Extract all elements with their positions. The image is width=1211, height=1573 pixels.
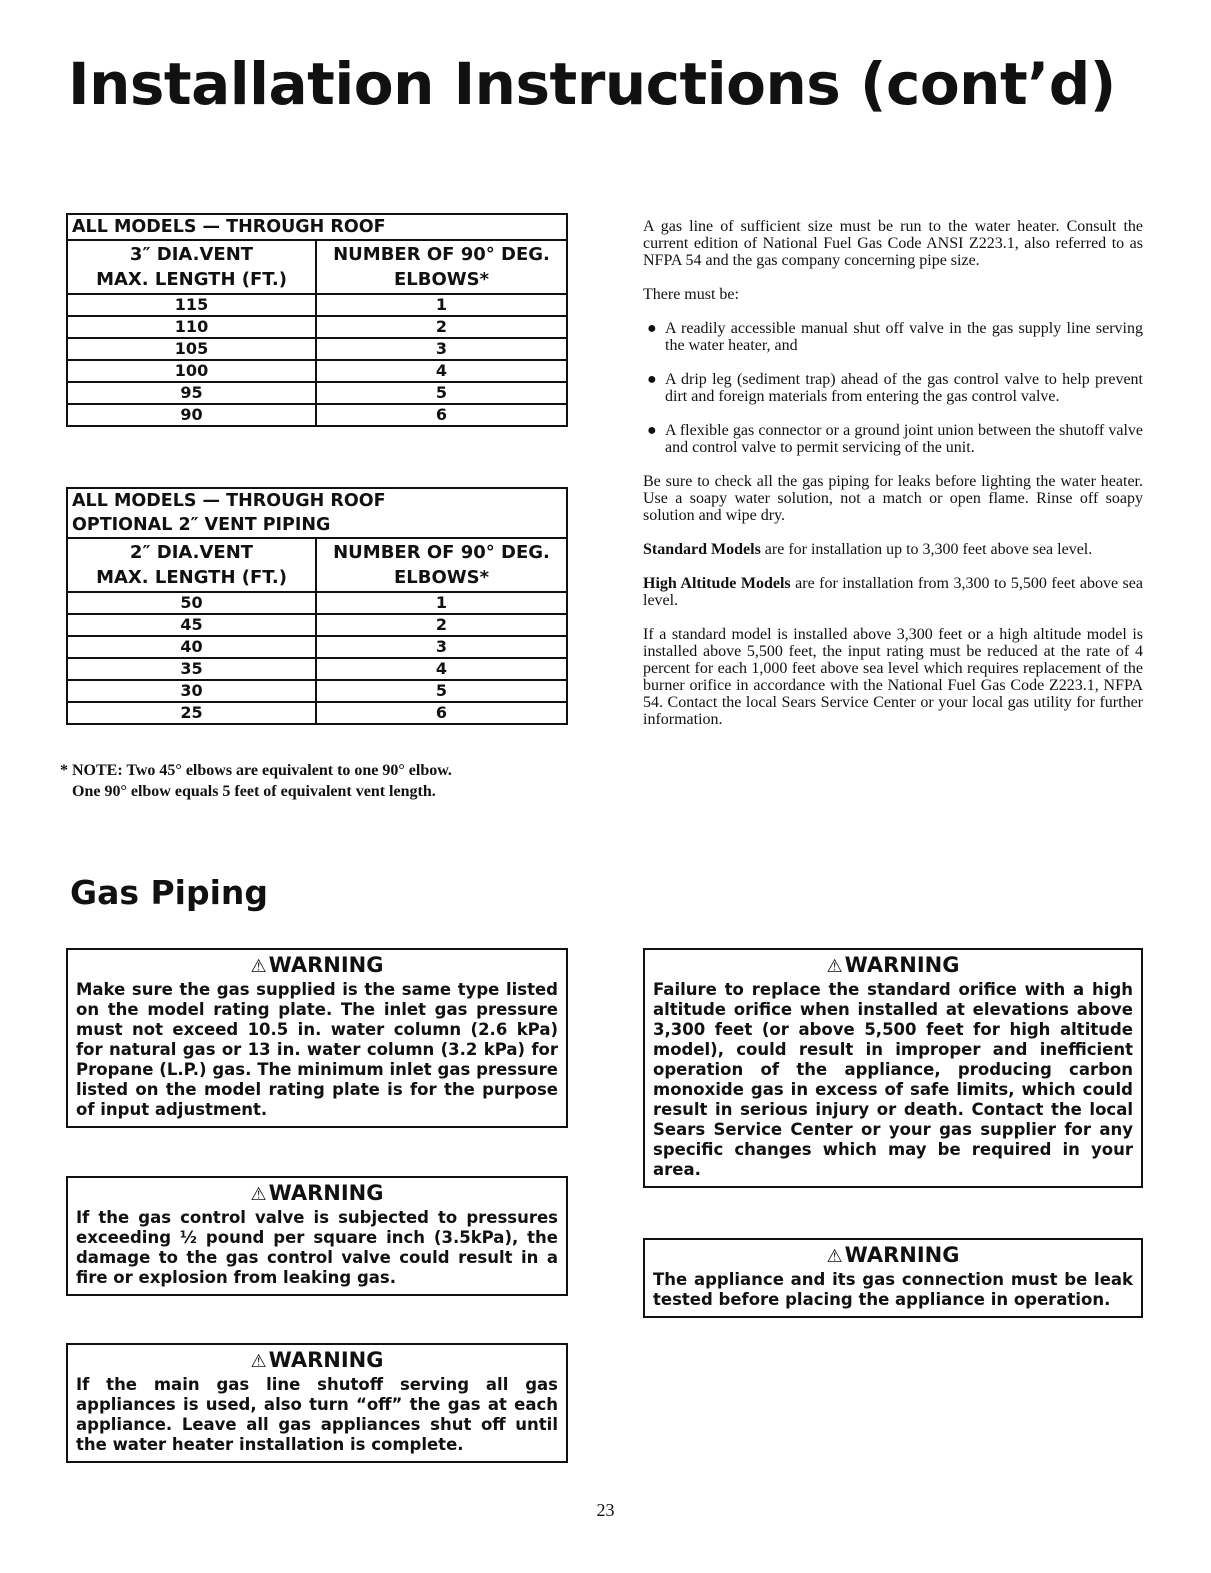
table-cell: 25 — [68, 703, 317, 723]
column-header-elbows: NUMBER OF 90° DEG. ELBOWS* — [333, 244, 550, 290]
paragraph: A gas line of sufficient size must be run to the water heater. Consult the current edition of National Fuel Gas Code ANSI Z223.1, also referred to as NFPA 54 and the gas company concerning pipe size. — [643, 218, 1143, 269]
table-cell: 6 — [435, 405, 448, 424]
table-cell: 40 — [68, 637, 317, 657]
table-cell: 105 — [68, 339, 317, 359]
table-cell: 4 — [435, 659, 448, 678]
table-header: ALL MODELS — THROUGH ROOF — [68, 215, 566, 241]
table-row — [68, 383, 566, 405]
list-item: ● A flexible gas connector or a ground joint union between the shutoff valve and control valve to permit servicing of the unit. — [647, 422, 1143, 456]
table-cell: 5 — [435, 383, 448, 402]
table-header: ALL MODELS — THROUGH ROOF OPTIONAL 2″ VENT PIPING — [68, 489, 566, 539]
warning-text: If the gas control valve is subjected to pressures exceeding ½ pound per square inch (3.5kPa), the damage to the gas control valve could result in a fire or explosion from leaking gas. — [76, 1208, 558, 1287]
warning-box-leak-test — [643, 1238, 1143, 1318]
table-row — [68, 659, 566, 681]
paragraph: If a standard model is installed above 3,300 feet or a high altitude model is installed above 5,500 feet, the input rating must be reduced at the rate of 4 percent for each 1,000 feet above sea level which requires replacement of the burner orifice in accordance with the National Fuel Gas Code Z223.1, NFPA 54. Contact the local Sears Service Center or your local gas utility for further information. — [643, 626, 1143, 728]
table-row — [68, 405, 566, 425]
warning-text: If the main gas line shutoff serving all gas appliances is used, also turn “off” the gas at each appliance. Leave all gas appliances shut off until the water heater installation is complete. — [76, 1375, 558, 1454]
paragraph: Standard Models are for installation up to 3,300 feet above sea level. — [643, 541, 1093, 558]
table-cell: 1 — [435, 593, 448, 612]
warning-box-pressure — [66, 1176, 568, 1296]
table-cell: 100 — [68, 361, 317, 381]
table-cell: 35 — [68, 659, 317, 679]
warning-box-orifice — [643, 948, 1143, 1188]
table-row — [68, 317, 566, 339]
table-cell: 50 — [68, 593, 317, 613]
table-row — [68, 703, 566, 723]
bullet-icon: ● — [647, 422, 657, 439]
warning-triangle-icon: ⚠ — [250, 1351, 267, 1372]
table-cell: 4 — [435, 361, 448, 380]
list-item: ● A drip leg (sediment trap) ahead of the gas control valve to help prevent dirt and foreign materials from entering the gas control valve. — [647, 371, 1143, 405]
warning-header: ⚠WARNING — [250, 1181, 384, 1205]
page-title: Installation Instructions (cont’d) — [68, 50, 1116, 118]
gas-piping-instructions — [643, 218, 1143, 745]
warning-triangle-icon: ⚠ — [826, 956, 843, 977]
vent-table-2in — [66, 487, 568, 725]
bullet-icon: ● — [647, 371, 657, 388]
warning-header: ⚠WARNING — [826, 953, 960, 977]
column-header-length: 2″ DIA.VENT MAX. LENGTH (FT.) — [68, 539, 317, 591]
table-cell: 110 — [68, 317, 317, 337]
warning-triangle-icon: ⚠ — [250, 956, 267, 977]
table-row — [68, 593, 566, 615]
warning-text: Failure to replace the standard orifice with a high altitude orifice when installed at elevations above 3,300 feet (or above 5,500 feet for high altitude model), could result in improper and inefficient operation of the appliance, producing carbon monoxide gas in excess of safe limits, which could result in serious injury or death. Contact the local Sears Service Center or your gas supplier for any specific changes which may be required in your area. — [653, 980, 1133, 1179]
paragraph: Be sure to check all the gas piping for leaks before lighting the water heater. Use a soapy water solution, not a match or open flame. Rinse off soapy solution and wipe dry. — [643, 473, 1143, 524]
warning-triangle-icon: ⚠ — [826, 1246, 843, 1267]
page-number: 23 — [596, 1500, 615, 1520]
table-cell: 90 — [68, 405, 317, 425]
table-cell: 6 — [435, 703, 448, 722]
paragraph: There must be: — [643, 286, 739, 303]
warning-text: The appliance and its gas connection must be leak tested before placing the appliance in operation. — [653, 1270, 1133, 1309]
table-row — [68, 637, 566, 659]
table-row — [68, 339, 566, 361]
table-row — [68, 615, 566, 637]
warning-box-gas-type — [66, 948, 568, 1128]
table-cell: 115 — [68, 295, 317, 315]
table-cell: 30 — [68, 681, 317, 701]
paragraph: High Altitude Models are for installation from 3,300 to 5,500 feet above sea level. — [643, 575, 1143, 609]
warning-header: ⚠WARNING — [250, 1348, 384, 1372]
column-header-length: 3″ DIA.VENT MAX. LENGTH (FT.) — [68, 241, 317, 293]
column-header-elbows: NUMBER OF 90° DEG. ELBOWS* — [333, 542, 550, 588]
table-cell: 3 — [435, 339, 448, 358]
table-cell: 3 — [435, 637, 448, 656]
warning-text: Make sure the gas supplied is the same type listed on the model rating plate. The inlet gas pressure must not exceed 10.5 in. water column (2.6 kPa) for natural gas or 13 in. water column (3.2 kPa) for Propane (L.P.) gas. The minimum inlet gas pressure listed on the model rating plate is for the purpose of input adjustment. — [76, 980, 558, 1119]
table-cell: 2 — [435, 615, 448, 634]
table-row — [68, 361, 566, 383]
bullet-icon: ● — [647, 320, 657, 337]
warning-triangle-icon: ⚠ — [250, 1184, 267, 1205]
vent-table-3in — [66, 213, 568, 427]
table-cell: 2 — [435, 317, 448, 336]
table-cell: 5 — [435, 681, 448, 700]
list-item: ● A readily accessible manual shut off valve in the gas supply line serving the water heater, and — [647, 320, 1143, 354]
section-title-gas-piping: Gas Piping — [70, 873, 269, 912]
table-cell: 95 — [68, 383, 317, 403]
table-note: * NOTE: Two 45° elbows are equivalent to one 90° elbow. One 90° elbow equals 5 feet of equivalent vent length. — [60, 762, 452, 800]
table-cell: 1 — [435, 295, 448, 314]
requirements-list — [643, 320, 1143, 456]
table-row — [68, 681, 566, 703]
warning-header: ⚠WARNING — [250, 953, 384, 977]
warning-header: ⚠WARNING — [826, 1243, 960, 1267]
table-cell: 45 — [68, 615, 317, 635]
warning-box-shutoff — [66, 1343, 568, 1463]
table-row — [68, 295, 566, 317]
